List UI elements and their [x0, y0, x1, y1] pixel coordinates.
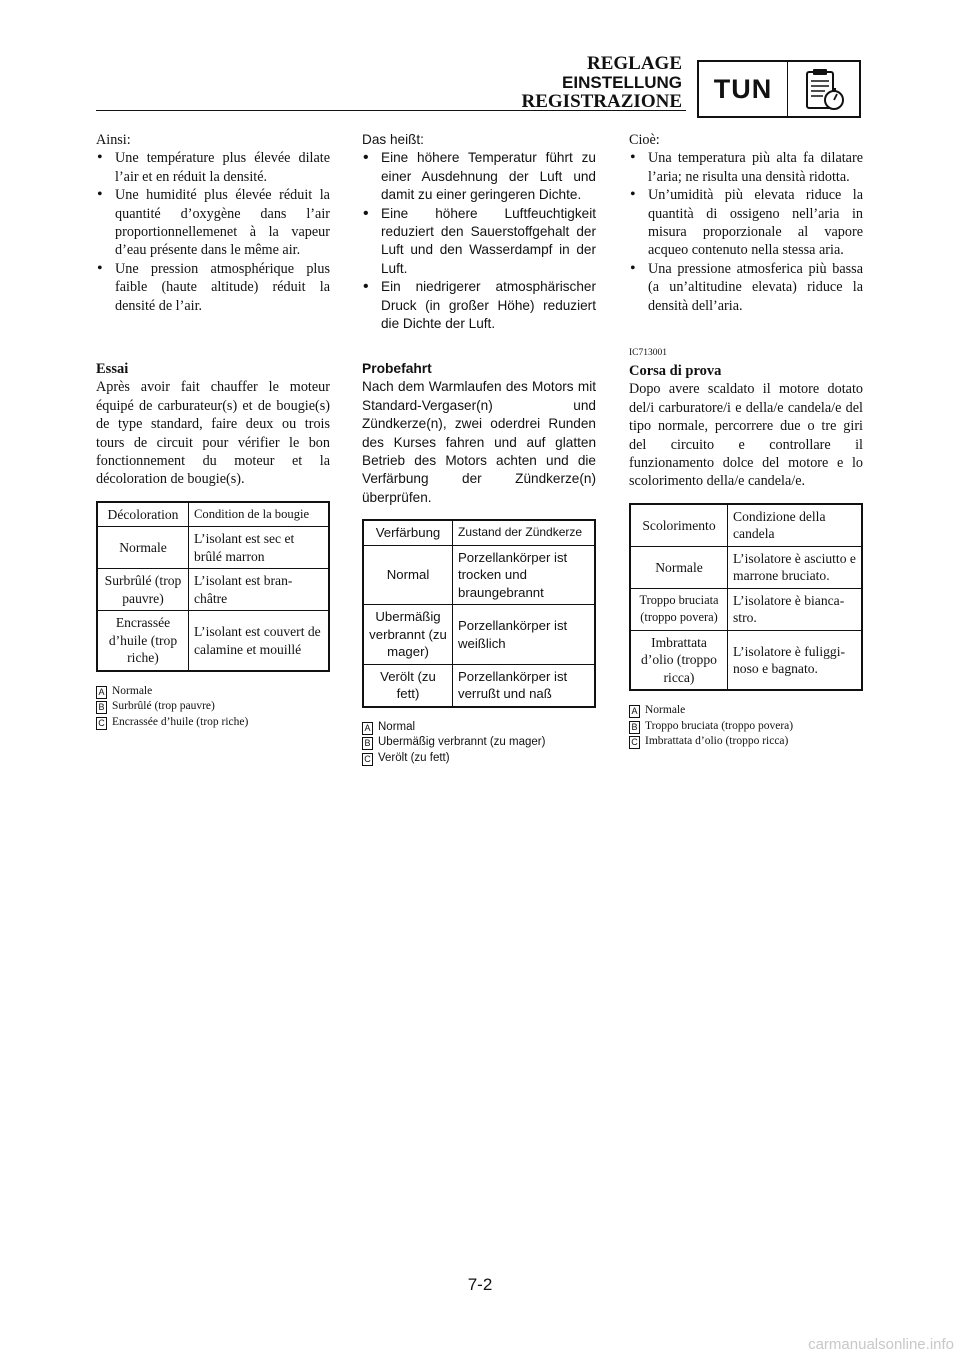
- table-cell: L’isolatore è bianca-stro.: [728, 588, 863, 630]
- column-french-test: [96, 360, 330, 730]
- column-french: [96, 131, 330, 315]
- table-row: [630, 630, 862, 690]
- table-row: [97, 569, 329, 611]
- bullet-item: • Une pression atmosphérique plus faible (haute altitude) réduit la densité de l’air.: [96, 260, 330, 315]
- legend-item: A Normal: [362, 720, 596, 736]
- table-cell: Ubermäßig verbrannt (zu mager): [363, 605, 453, 665]
- legend-item: B Troppo bruciata (troppo povera): [629, 719, 863, 735]
- intro-text: Ainsi:: [96, 132, 131, 148]
- table-row: [363, 664, 595, 707]
- bullet-item: • Una pressione atmosferica più bassa (a un’altitudine elevata) riduce la densità dell’aria.: [629, 260, 863, 315]
- column-italian: [629, 131, 863, 315]
- table-row: [363, 545, 595, 605]
- header-rule: [96, 110, 686, 111]
- legend: [362, 720, 596, 767]
- legend-item: C Verölt (zu fett): [362, 751, 596, 767]
- table-header-cell: Scolorimento: [630, 504, 728, 547]
- table-cell: Troppo bruciata (troppo povera): [630, 588, 728, 630]
- legend-item: B Ubermäßig verbrannt (zu mager): [362, 735, 596, 751]
- title-french: REGLAGE: [586, 53, 682, 74]
- section-heading: Probefahrt: [362, 361, 432, 376]
- table-row: [97, 611, 329, 671]
- table-cell: L’isolant est sec et brûlé marron: [189, 527, 330, 569]
- table-cell: Porzellankörper ist weißlich: [453, 605, 596, 665]
- table-header-row: [363, 520, 595, 545]
- table-header-row: [97, 502, 329, 527]
- spark-plug-table: [362, 519, 596, 708]
- table-cell: Normal: [363, 545, 453, 605]
- table-header-cell: Condition de la bougie: [189, 502, 330, 527]
- legend-item: C Encrassée d’huile (trop riche): [96, 715, 330, 731]
- table-cell: Surbrûlé (trop pauvre): [97, 569, 189, 611]
- body-text: Après avoir fait chauffer le moteur équipé de carburateur(s) et de bougie(s) de type standard, faire deux ou trois tours de circuit pour vérifier le bon fonctionnement du moteur et la décoloration de bougie(s).: [96, 379, 330, 488]
- bullet-list: [629, 149, 863, 315]
- table-cell: Porzellankörper ist verrußt und naß: [453, 664, 596, 707]
- table-cell: Porzellankörper ist trocken und braungebrannt: [453, 545, 596, 605]
- intro-text: Cioè:: [629, 132, 660, 148]
- legend-item: A Normale: [629, 703, 863, 719]
- table-row: [630, 546, 862, 588]
- legend: [96, 684, 330, 731]
- legend-item: A Normale: [96, 684, 330, 700]
- table-cell: Encrassée d’huile (trop riche): [97, 611, 189, 671]
- page-number: 7-2: [467, 1275, 493, 1294]
- watermark-link[interactable]: carmanualsonline.info: [808, 1336, 954, 1353]
- table-header-cell: Verfärbung: [363, 520, 453, 545]
- legend-item: C Imbrattata d’olio (troppo ricca): [629, 734, 863, 750]
- table-cell: Verölt (zu fett): [363, 664, 453, 707]
- reference-code: IC713001: [629, 348, 667, 358]
- stopwatch-clipboard-icon: [799, 67, 849, 113]
- section-badge: [697, 60, 861, 118]
- badge-divider: [787, 62, 788, 116]
- table-cell: Normale: [97, 527, 189, 569]
- table-row: [363, 605, 595, 665]
- title-italian: REGISTRAZIONE: [521, 91, 682, 112]
- table-row: [630, 588, 862, 630]
- table-header-cell: Décoloration: [97, 502, 189, 527]
- table-cell: L’isolant est bran-châtre: [189, 569, 330, 611]
- column-german: [362, 131, 596, 333]
- table-cell: L’isolant est couvert de calamine et mouillé: [189, 611, 330, 671]
- bullet-item: • Une température plus élevée dilate l’air et en réduit la densité.: [96, 149, 330, 186]
- column-italian-test: [629, 347, 863, 750]
- section-titles: [522, 54, 683, 111]
- bullet-item: • Eine höhere Luftfeuchtigkeit reduziert den Sauerstoffgehalt der Luft und den Wasserdampf in der Luft.: [362, 205, 596, 279]
- bullet-list: [362, 149, 596, 333]
- section-heading: Essai: [96, 361, 129, 377]
- table-cell: Normale: [630, 546, 728, 588]
- spark-plug-table: [96, 501, 330, 672]
- bullet-item: • Un’umidità più elevata riduce la quantità di ossigeno nell’aria in misura proporzionale al vapore acqueo contenuto nella stessa aria.: [629, 186, 863, 260]
- bullet-item: • Una temperatura più alta fa dilatare l’aria; ne risulta una densità ridotta.: [629, 149, 863, 186]
- table-row: [97, 527, 329, 569]
- bullet-item: • Une humidité plus élevée réduit la quantité d’oxygène dans l’air proportionnellemenet à la vapeur d’eau présente dans le même air.: [96, 186, 330, 260]
- table-header-cell: Zustand der Zündkerze: [453, 520, 596, 545]
- table-header-row: [630, 504, 862, 547]
- table-cell: L’isolatore è fuliggi-noso e bagnato.: [728, 630, 863, 690]
- body-text: Nach dem Warmlaufen des Motors mit Standard-Vergaser(n) und Zündkerze(n), zwei oderdrei Runden des Kurses fahren und auf glatten Betrieb des Motors achten und die Verfärbung der Zündkerze(n) überprüfen.: [362, 379, 596, 505]
- table-cell: L’isolatore è asciutto e marrone bruciato.: [728, 546, 863, 588]
- bullet-item: • Eine höhere Temperatur führt zu einer Ausdehnung der Luft und damit zu einer geringeren Dichte.: [362, 149, 596, 204]
- bullet-item: • Ein niedrigerer atmosphärischer Druck (in großer Höhe) reduziert die Dichte der Luft.: [362, 278, 596, 333]
- table-cell: Imbrattata d’olio (troppo ricca): [630, 630, 728, 690]
- table-header-cell: Condizione della candela: [728, 504, 863, 547]
- bullet-list: [96, 149, 330, 315]
- intro-text: Das heißt:: [362, 132, 424, 147]
- column-german-test: [362, 360, 596, 766]
- section-code: TUN: [713, 74, 773, 104]
- body-text: Dopo avere scaldato il motore dotato del/i carburatore/i e della/e candela/e del tipo normale, percorrere due o tre giri del circuito e controllare il funzionamento dolce del motore e lo scolorimento della/e candela/e.: [629, 381, 863, 490]
- legend: [629, 703, 863, 750]
- title-german: EINSTELLUNG: [562, 73, 682, 92]
- legend-item: B Surbrûlé (trop pauvre): [96, 699, 330, 715]
- spark-plug-table: [629, 503, 863, 692]
- section-heading: Corsa di prova: [629, 363, 722, 379]
